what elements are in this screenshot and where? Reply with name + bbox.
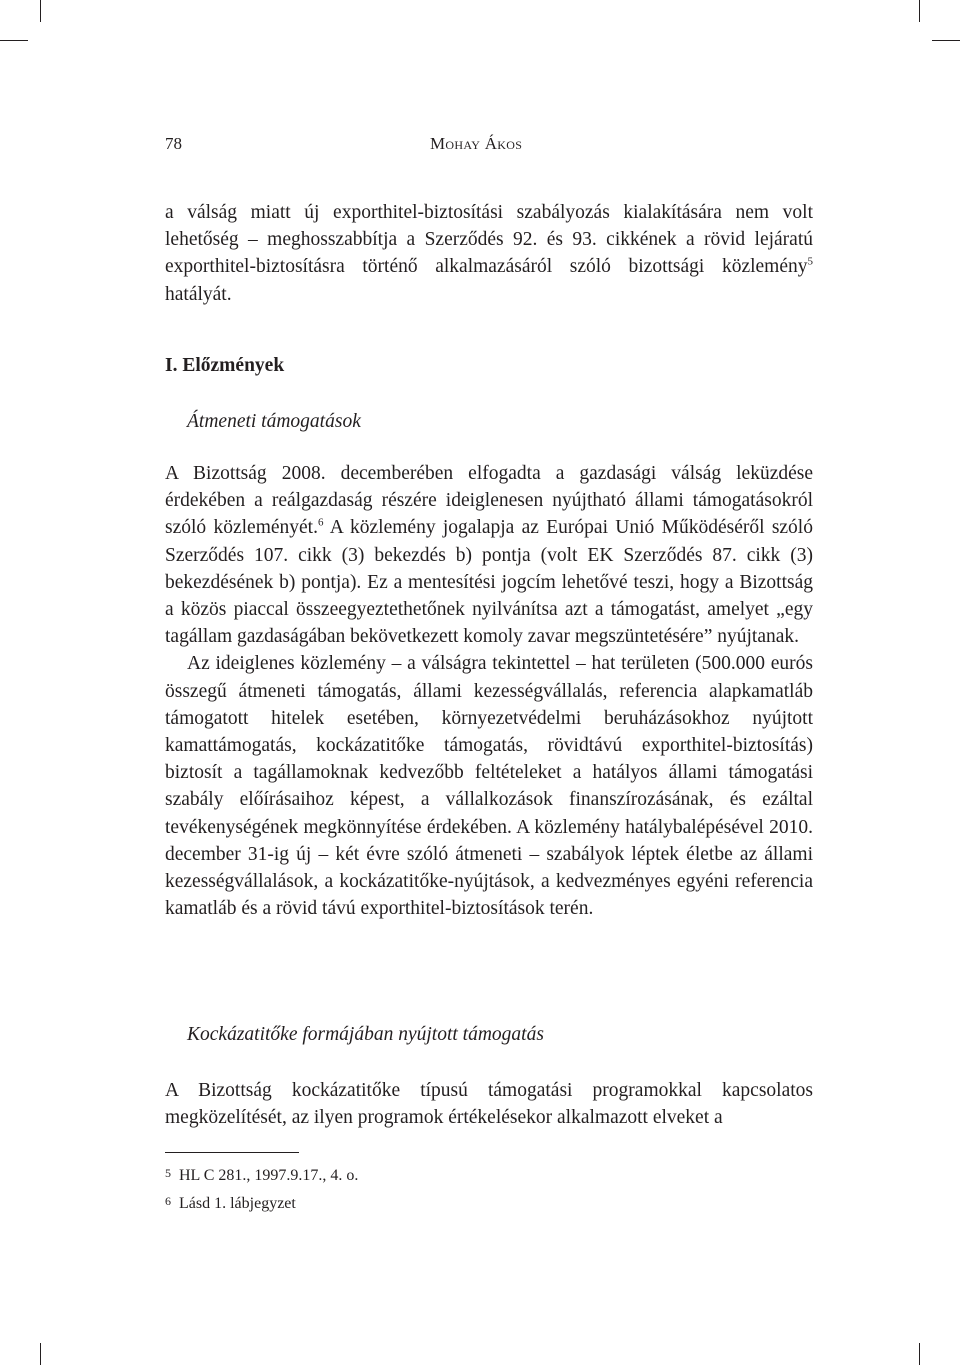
crop-mark-right-top xyxy=(932,40,960,41)
subheading-transitional-aid: Átmeneti támogatások xyxy=(187,411,361,432)
footnote-5 xyxy=(165,1166,358,1185)
crop-mark-bottom-left xyxy=(40,1343,41,1365)
footnote-number: 5 xyxy=(165,1166,171,1180)
paragraph-3-block xyxy=(165,1077,813,1131)
crop-mark-top-right xyxy=(919,0,920,22)
section-body xyxy=(165,460,813,922)
crop-mark-top-left xyxy=(40,0,41,22)
footnote-separator xyxy=(165,1152,299,1153)
footnote-number: 6 xyxy=(165,1194,171,1208)
footnote-ref-5[interactable]: 5 xyxy=(807,255,813,268)
crop-mark-left-top xyxy=(0,40,28,41)
running-head-author: Mohay Ákos xyxy=(430,134,523,153)
section-heading: I. Előzmények xyxy=(165,355,285,376)
crop-mark-bottom-right xyxy=(919,1343,920,1365)
footnote-text: Lásd 1. lábjegyzet xyxy=(179,1195,296,1212)
running-header xyxy=(165,134,815,160)
paragraph-3: A Bizottság kockázatitőke típusú támogatási programokkal kapcsolatos megközelítését, az ilyen programok értékelésekor alkalmazott elveket a xyxy=(165,1080,813,1129)
subheading-risk-capital: Kockázatitőke formájában nyújtott támogatás xyxy=(187,1024,544,1045)
footnote-ref-6[interactable]: 6 xyxy=(317,516,324,529)
intro-paragraph: a válság miatt új exporthitel-biztosítási szabályozás kialakítására nem volt lehetőség – meghosszabbítja a Szerződés 92. és 93. cikkének a rövid lejáratú exporthitel-biztosításra történő alkalmazásáról szóló bizottsági közlemény$^5$ hatályát. xyxy=(165,202,813,305)
footnote-text: HL C 281., 1997.9.17., 4. o. xyxy=(179,1167,359,1184)
footnote-6 xyxy=(165,1194,296,1213)
paragraph-1: A Bizottság 2008. decemberében elfogadta a gazdasági válság leküzdése érdekében a reálgazdaság részére ideiglenesen nyújtható állami támogatásokról szóló közleményét.$^6$ A közlemény jogalapja az Európai Unió Működéséről szóló Szerződés 107. cikk (3) bekezdés b) pontja (volt EK Szerződés 87. cikk (3) bekezdésének b) pontja). Ez a mentesítési jogcím lehetővé teszi, hogy a Bizottság a közös piaccal összeegyeztethetőnek nyilvánítsa azt a támogatást, amelyet „egy tagállam gazdaságában bekövetkezett komoly zavar megszüntetésére” nyújtanak. xyxy=(165,463,813,648)
page-number: 78 xyxy=(165,134,182,153)
intro-block xyxy=(165,199,813,308)
paragraph-2: Az ideiglenes közlemény – a válságra tekintettel – hat területen (500.000 eurós összegű átmeneti támogatás, állami kezességvállalás, referencia alapkamatláb támogatott hitelek esetében, környezetvédelmi beruházásokhoz nyújtott kamattámogatás, kockázatitőke támogatás, rövidtávú exporthitel-biztosítás) biztosít a tagállamoknak kedvezőbb feltételeket a hatályos állami támogatási szabály előírásaihoz képest, a vállalkozások finanszírozásának, és ezáltal tevékenységének megkönnyítése érdekében. A közlemény hatálybalépésével 2010. december 31-ig új – két évre szóló átmeneti – szabályok léptek életbe az állami kezességvállalások, a kockázatitőke-nyújtások, a kedvezményes egyéni referencia kamatláb és a rövid távú exporthitel-biztosítások terén. xyxy=(165,653,813,920)
